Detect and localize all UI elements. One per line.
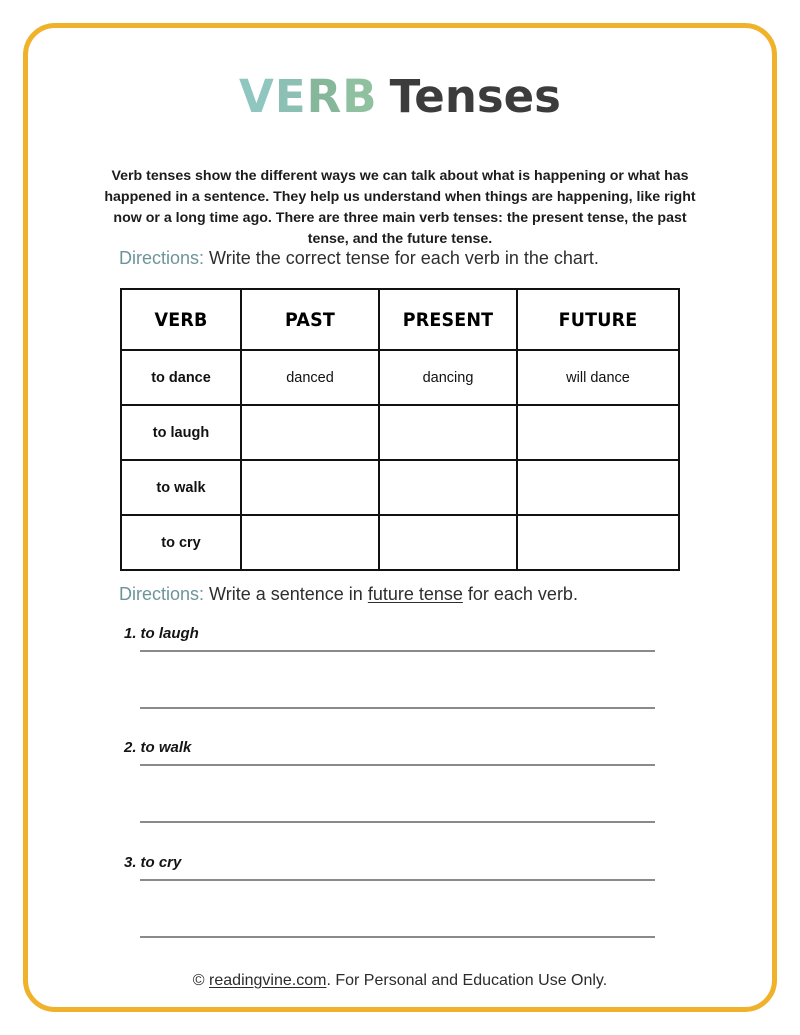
title-word-tenses: Tenses bbox=[389, 70, 561, 123]
cell-past[interactable] bbox=[241, 515, 379, 570]
sentence-item-label bbox=[124, 626, 664, 641]
table-row bbox=[121, 515, 679, 570]
title-letter-e: E bbox=[274, 70, 307, 123]
directions-text-2-before: Write a sentence in bbox=[209, 584, 363, 604]
directions-text-2-after: for each verb. bbox=[467, 584, 578, 604]
writing-line[interactable] bbox=[140, 764, 655, 766]
table-header-present: PRESENT bbox=[385, 289, 512, 350]
title-letter-r: R bbox=[306, 70, 343, 123]
sentence-item-label bbox=[124, 855, 664, 870]
table-header-row bbox=[121, 289, 679, 350]
writing-line[interactable] bbox=[140, 879, 655, 881]
cell-verb: to dance bbox=[121, 350, 241, 405]
sentence-item bbox=[124, 855, 664, 870]
copyright-symbol: © bbox=[192, 972, 205, 989]
sentence-item-verb: to walk bbox=[140, 739, 192, 756]
writing-line[interactable] bbox=[140, 821, 655, 823]
cell-past[interactable]: danced bbox=[241, 350, 379, 405]
table-row bbox=[121, 350, 679, 405]
table-body bbox=[121, 350, 679, 570]
directions-line-1 bbox=[119, 248, 599, 269]
cell-future[interactable] bbox=[517, 515, 679, 570]
table-header-future: FUTURE bbox=[523, 289, 672, 350]
cell-present[interactable] bbox=[379, 515, 517, 570]
cell-future[interactable] bbox=[517, 460, 679, 515]
table-header-verb: VERB bbox=[126, 289, 236, 350]
writing-line[interactable] bbox=[140, 707, 655, 709]
title-letter-v: V bbox=[239, 70, 275, 123]
cell-verb: to walk bbox=[121, 460, 241, 515]
cell-past[interactable] bbox=[241, 405, 379, 460]
intro-paragraph: Verb tenses show the different ways we can talk about what is happening or what has happened in a sentence. They help us understand when things are happening, like right now or a long time ago. There are three main verb tenses: the present tense, the past tense, and the future tense. bbox=[104, 168, 696, 248]
directions-label-2: Directions: bbox=[119, 584, 205, 604]
sentence-item bbox=[124, 626, 664, 641]
readingvine-link[interactable]: readingvine.com bbox=[209, 972, 327, 989]
writing-line[interactable] bbox=[140, 936, 655, 938]
cell-present[interactable] bbox=[379, 460, 517, 515]
cell-verb: to cry bbox=[121, 515, 241, 570]
sentence-item-number: 2. bbox=[124, 739, 137, 756]
footer-text: . For Personal and Education Use Only. bbox=[326, 972, 608, 989]
table-row bbox=[121, 460, 679, 515]
directions-label-1: Directions: bbox=[119, 248, 205, 268]
sentence-item-number: 1. bbox=[124, 625, 137, 642]
footer-credit bbox=[0, 972, 800, 990]
directions-line-2 bbox=[119, 584, 578, 605]
cell-present[interactable]: dancing bbox=[379, 350, 517, 405]
title-letter-b: B bbox=[342, 70, 378, 123]
directions-text-1: Write the correct tense for each verb in the chart. bbox=[209, 248, 599, 268]
cell-past[interactable] bbox=[241, 460, 379, 515]
cell-present[interactable] bbox=[379, 405, 517, 460]
directions-underlined-term: future tense bbox=[367, 584, 463, 604]
table-row bbox=[121, 405, 679, 460]
sentence-item-label bbox=[124, 740, 664, 755]
sentence-item-number: 3. bbox=[124, 854, 137, 871]
sentence-item bbox=[124, 740, 664, 755]
table-header-row-group bbox=[121, 289, 679, 350]
verb-tense-table bbox=[120, 288, 680, 571]
table-header-past: PAST bbox=[247, 289, 374, 350]
sentence-item-verb: to cry bbox=[140, 854, 182, 871]
sentence-item-verb: to laugh bbox=[140, 625, 199, 642]
cell-future[interactable]: will dance bbox=[517, 350, 679, 405]
page-title bbox=[0, 70, 800, 123]
writing-line[interactable] bbox=[140, 650, 655, 652]
cell-future[interactable] bbox=[517, 405, 679, 460]
cell-verb: to laugh bbox=[121, 405, 241, 460]
